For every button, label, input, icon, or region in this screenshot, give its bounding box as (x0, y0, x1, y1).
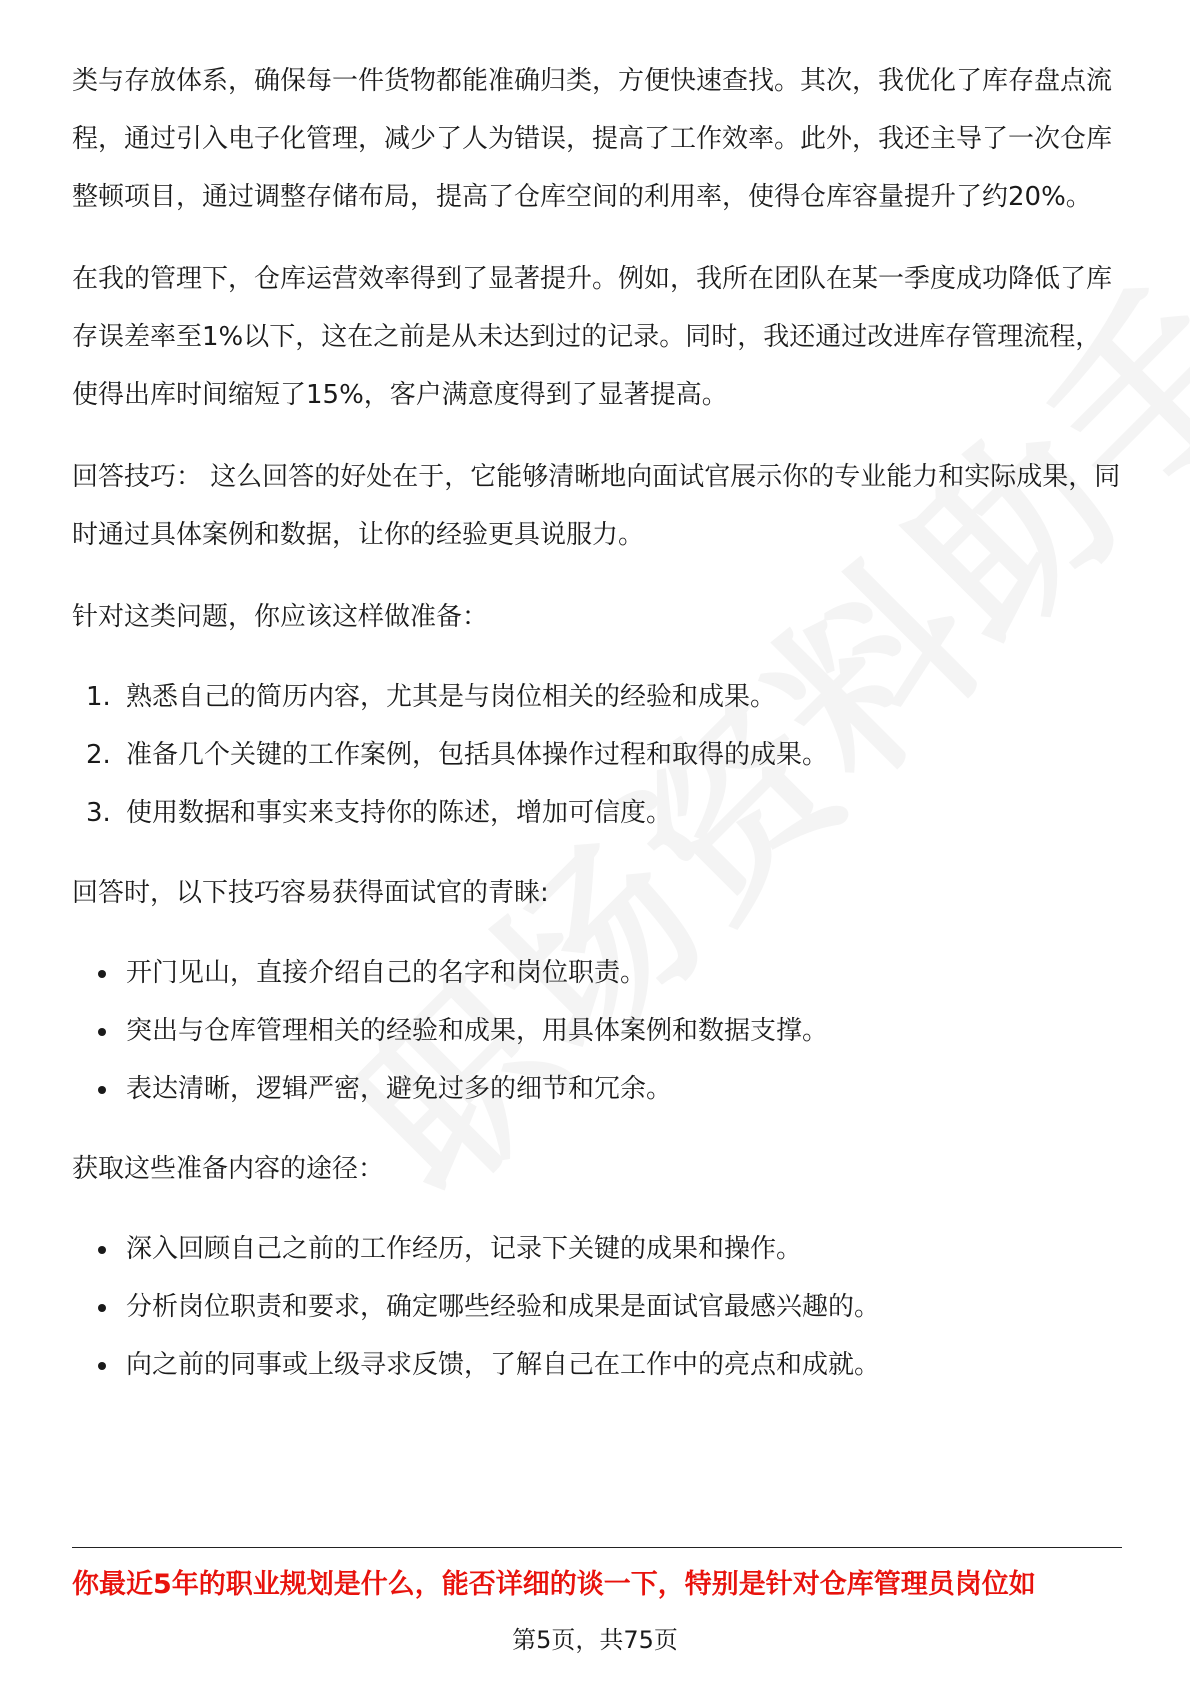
bullet-icon (98, 1086, 106, 1094)
list-item (72, 944, 1122, 1002)
bullet-icon (98, 1304, 106, 1312)
list-item-text: 准备几个关键的工作案例，包括具体操作过程和取得的成果。 (126, 740, 829, 770)
list-item (72, 1002, 1122, 1060)
list-number: 3. (86, 798, 111, 828)
sources-list (72, 1220, 1122, 1394)
list-item-text: 深入回顾自己之前的工作经历，记录下关键的成果和操作。 (126, 1234, 803, 1264)
list-item-text: 突出与仓库管理相关的经验和成果，用具体案例和数据支撑。 (126, 1016, 829, 1046)
list-number: 2. (86, 740, 111, 770)
list-number: 1. (86, 682, 111, 712)
document-body (72, 52, 1122, 1416)
list-item-text: 分析岗位职责和要求，确定哪些经验和成果是面试官最感兴趣的。 (126, 1292, 881, 1322)
bullet-icon (98, 1028, 106, 1036)
page-number: 第5页，共75页 (512, 1626, 678, 1654)
paragraph-management-results: 在我的管理下，仓库运营效率得到了显著提升。例如，我所在团队在某一季度成功降低了库存误差率至1%以下，这在之前是从未达到过的记录。同时，我还通过改进库存管理流程，使得出库时间缩短了15%，客户满意度得到了显著提高。 (72, 264, 1113, 410)
paragraph-warehouse-improvements: 类与存放体系，确保每一件货物都能准确归类，方便快速查找。其次，我优化了库存盘点流程，通过引入电子化管理，减少了人为错误，提高了工作效率。此外，我还主导了一次仓库整顿项目，通过调整存储布局，提高了仓库空间的利用率，使得仓库容量提升了约20%。 (72, 66, 1113, 212)
bullet-icon (98, 1246, 106, 1254)
paragraph-prep-heading: 针对这类问题，你应该这样做准备： (72, 602, 489, 632)
list-item (72, 1220, 1122, 1278)
list-item (72, 784, 1122, 842)
list-item (72, 726, 1122, 784)
list-item-text: 向之前的同事或上级寻求反馈，了解自己在工作中的亮点和成就。 (126, 1350, 881, 1380)
list-item-text: 使用数据和事实来支持你的陈述，增加可信度。 (126, 798, 673, 828)
tips-list (72, 944, 1122, 1118)
list-item (72, 668, 1122, 726)
list-item (72, 1336, 1122, 1394)
bullet-icon (98, 1362, 106, 1370)
list-item-text: 表达清晰，逻辑严密，避免过多的细节和冗余。 (126, 1074, 673, 1104)
paragraph-answer-tips: 回答技巧： 这么回答的好处在于，它能够清晰地向面试官展示你的专业能力和实际成果，同时通过具体案例和数据，让你的经验更具说服力。 (72, 462, 1121, 550)
paragraph-tips-heading: 回答时，以下技巧容易获得面试官的青睐: (72, 878, 549, 908)
next-question-heading: 你最近5年的职业规划是什么，能否详细的谈一下，特别是针对仓库管理员岗位如 (72, 1569, 1036, 1600)
section-divider (72, 1547, 1122, 1548)
list-item-text: 开门见山，直接介绍自己的名字和岗位职责。 (126, 958, 647, 988)
list-item (72, 1060, 1122, 1118)
list-item-text: 熟悉自己的简历内容，尤其是与岗位相关的经验和成果。 (126, 682, 777, 712)
list-item (72, 1278, 1122, 1336)
bullet-icon (98, 970, 106, 978)
prep-list (72, 668, 1122, 842)
paragraph-sources-heading: 获取这些准备内容的途径： (72, 1154, 385, 1184)
